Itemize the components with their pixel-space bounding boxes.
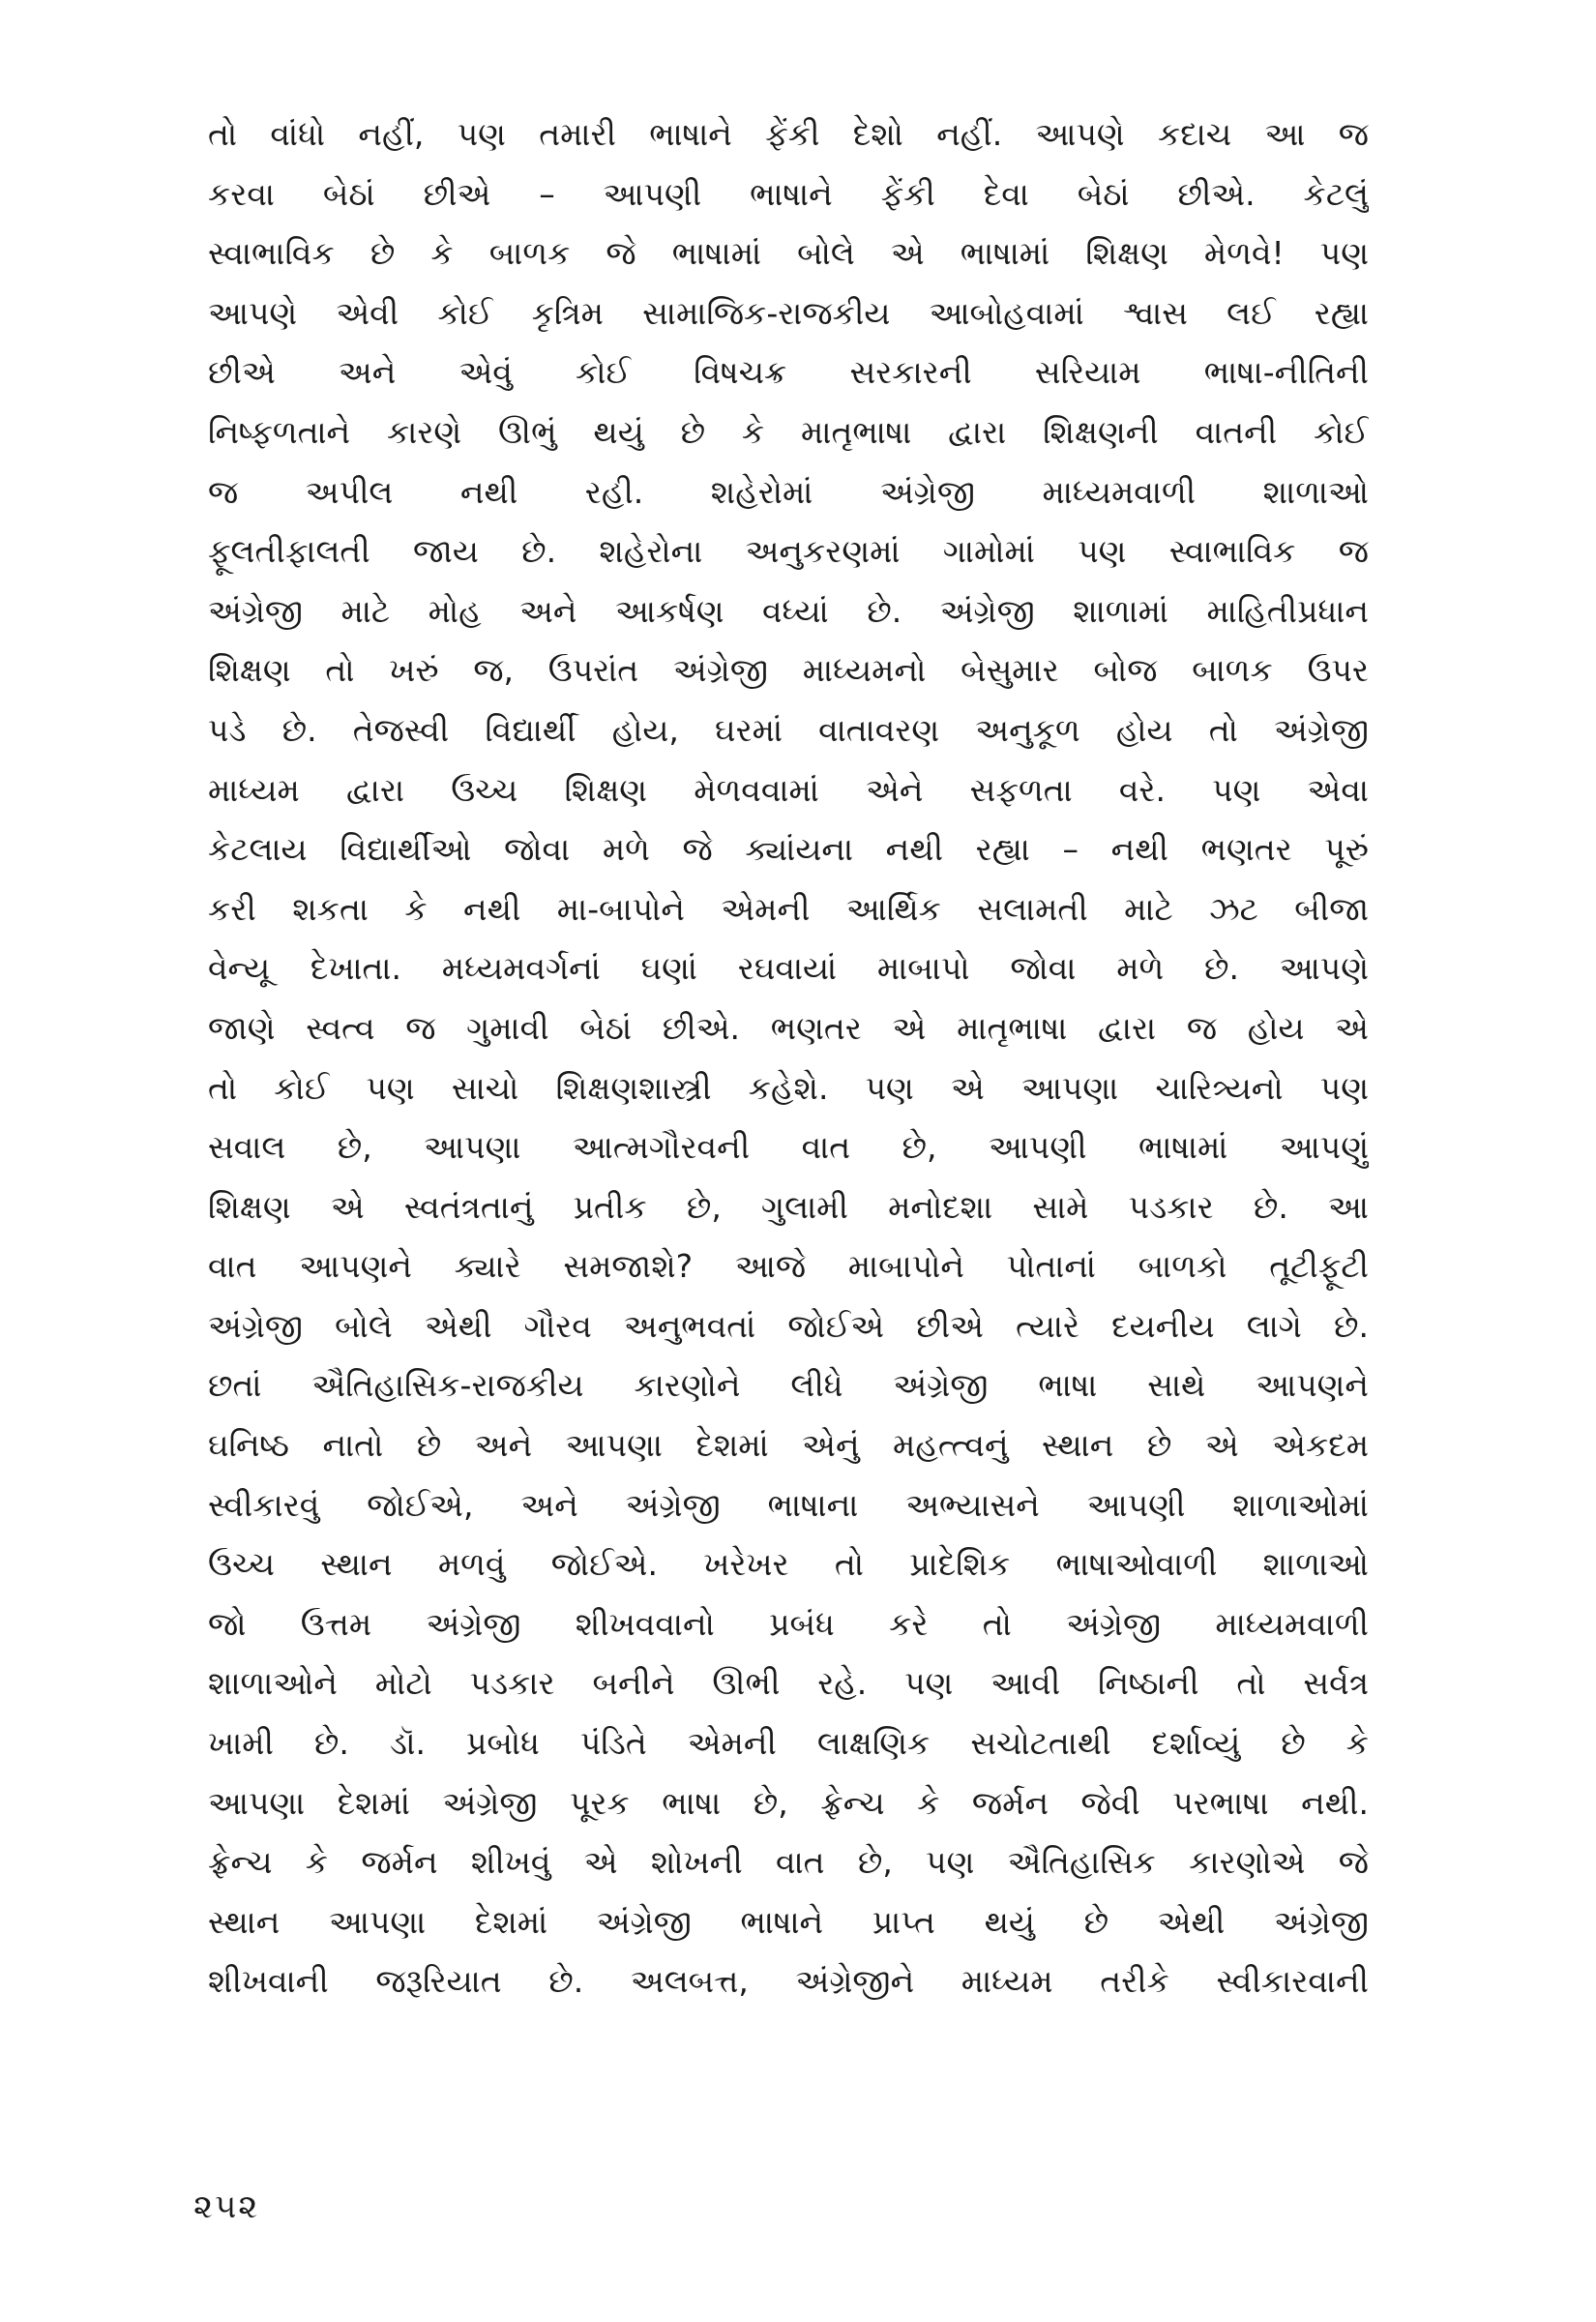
- text-line: શિક્ષણ એ સ્વતંત્રતાનું પ્રતીક છે, ગુલામી મનોદશા સામે પડકાર છે. આ: [208, 1187, 1369, 1226]
- text-line: વેન્યૂ દેખાતા. મધ્યમવર્ગનાં ઘણાં રઘવાયાં માબાપો જોવા મળે છે. આપણે: [208, 949, 1369, 988]
- text-line: છીએ અને એવું કોઈ વિષચક્ર સરકારની સરિયામ ભાષા-નીતિની: [208, 353, 1369, 392]
- text-line: તો વાંધો નહીં, પણ તમારી ભાષાને ફેંકી દેશો નહીં. આપણે કદાચ આ જ: [208, 115, 1369, 153]
- text-line: આપણા દેશમાં અંગ્રેજી પૂરક ભાષા છે, ફ્રેન્ચ કે જર્મન જેવી પરભાષા નથી.: [208, 1783, 1369, 1822]
- text-line: શાળાઓને મોટો પડકાર બનીને ઊભી રહે. પણ આવી નિષ્ઠાની તો સર્વત્ર: [208, 1664, 1369, 1703]
- text-line: ઘનિષ્ઠ નાતો છે અને આપણા દેશમાં એનું મહત્ત્વનું સ્થાન છે એ એકદમ: [208, 1426, 1369, 1465]
- text-line: સ્વાભાવિક છે કે બાળક જે ભાષામાં બોલે એ ભાષામાં શિક્ષણ મેળવે! પણ: [208, 234, 1369, 273]
- text-line: ખામી છે. ડૉ. પ્રબોધ પંડિતે એમની લાક્ષણિક સચોટતાથી દર્શાવ્યું છે કે: [208, 1724, 1369, 1763]
- text-line: અંગ્રેજી બોલે એથી ગૌરવ અનુભવતાં જોઈએ છીએ ત્યારે દયનીય લાગે છે.: [208, 1306, 1369, 1345]
- text-line: શીખવાની જરૂરિયાત છે. અલબત્ત, અંગ્રેજીને માધ્યમ તરીકે સ્વીકારવાની: [208, 1962, 1369, 2001]
- page-number: ૨૫૨: [193, 2188, 260, 2226]
- text-line: પડે છે. તેજસ્વી વિદ્યાર્થી હોય, ઘરમાં વાતાવરણ અનુકૂળ હોય તો અંગ્રેજી: [208, 710, 1369, 749]
- text-line: ફૂલતીફાલતી જાય છે. શહેરોના અનુકરણમાં ગામોમાં પણ સ્વાભાવિક જ: [208, 532, 1369, 571]
- text-line: કરી શકતા કે નથી મા-બાપોને એમની આર્થિક સલામતી માટે ઝટ બીજા: [208, 889, 1369, 928]
- text-line: અંગ્રેજી માટે મોહ અને આકર્ષણ વધ્યાં છે. અંગ્રેજી શાળામાં માહિતીપ્રધાન: [208, 591, 1369, 630]
- text-line: સવાલ છે, આપણા આત્મગૌરવની વાત છે, આપણી ભાષામાં આપણું: [208, 1128, 1369, 1167]
- body-text: [208, 104, 1369, 2011]
- text-line: આપણે એવી કોઈ કૃત્રિમ સામાજિક-રાજકીય આબોહવામાં શ્વાસ લઈ રહ્યા: [208, 293, 1369, 332]
- text-line: સ્વીકારવું જોઈએ, અને અંગ્રેજી ભાષાના અભ્યાસને આપણી શાળાઓમાં: [208, 1485, 1369, 1524]
- text-line: નિષ્ફળતાને કારણે ઊભું થયું છે કે માતૃભાષા દ્વારા શિક્ષણની વાતની કોઈ: [208, 412, 1369, 451]
- text-line: માધ્યમ દ્વારા ઉચ્ચ શિક્ષણ મેળવવામાં એને સફળતા વરે. પણ એવા: [208, 770, 1369, 809]
- text-line: જ અપીલ નથી રહી. શહેરોમાં અંગ્રેજી માધ્યમવાળી શાળાઓ: [208, 472, 1369, 511]
- text-line: શિક્ષણ તો ખરું જ, ઉપરાંત અંગ્રેજી માધ્યમનો બેસુમાર બોજ બાળક ઉપર: [208, 651, 1369, 690]
- text-line: કરવા બેઠાં છીએ – આપણી ભાષાને ફેંકી દેવા બેઠાં છીએ. કેટલું: [208, 174, 1369, 213]
- text-line: સ્થાન આપણા દેશમાં અંગ્રેજી ભાષાને પ્રાપ્ત થયું છે એથી અંગ્રેજી: [208, 1902, 1369, 1941]
- text-line: ફ્રેન્ચ કે જર્મન શીખવું એ શોખની વાત છે, પણ ઐતિહાસિક કારણોએ જે: [208, 1843, 1369, 1882]
- text-line: કેટલાય વિદ્યાર્થીઓ જોવા મળે જે ક્યાંયના નથી રહ્યા – નથી ભણતર પૂરું: [208, 830, 1369, 869]
- text-line: ઉચ્ચ સ્થાન મળવું જોઈએ. ખરેખર તો પ્રાદેશિક ભાષાઓવાળી શાળાઓ: [208, 1545, 1369, 1584]
- text-line: જાણે સ્વત્વ જ ગુમાવી બેઠાં છીએ. ભણતર એ માતૃભાષા દ્વારા જ હોય એ: [208, 1008, 1369, 1047]
- text-line: વાત આપણને ક્યારે સમજાશે? આજે માબાપોને પોતાનાં બાળકો તૂટીફૂટી: [208, 1247, 1369, 1286]
- text-line: જો ઉત્તમ અંગ્રેજી શીખવવાનો પ્રબંધ કરે તો અંગ્રેજી માધ્યમવાળી: [208, 1604, 1369, 1643]
- text-line: તો કોઈ પણ સાચો શિક્ષણશાસ્ત્રી કહેશે. પણ એ આપણા ચારિત્ર્યનો પણ: [208, 1068, 1369, 1107]
- text-line: છતાં ઐતિહાસિક-રાજકીય કારણોને લીધે અંગ્રેજી ભાષા સાથે આપણને: [208, 1366, 1369, 1405]
